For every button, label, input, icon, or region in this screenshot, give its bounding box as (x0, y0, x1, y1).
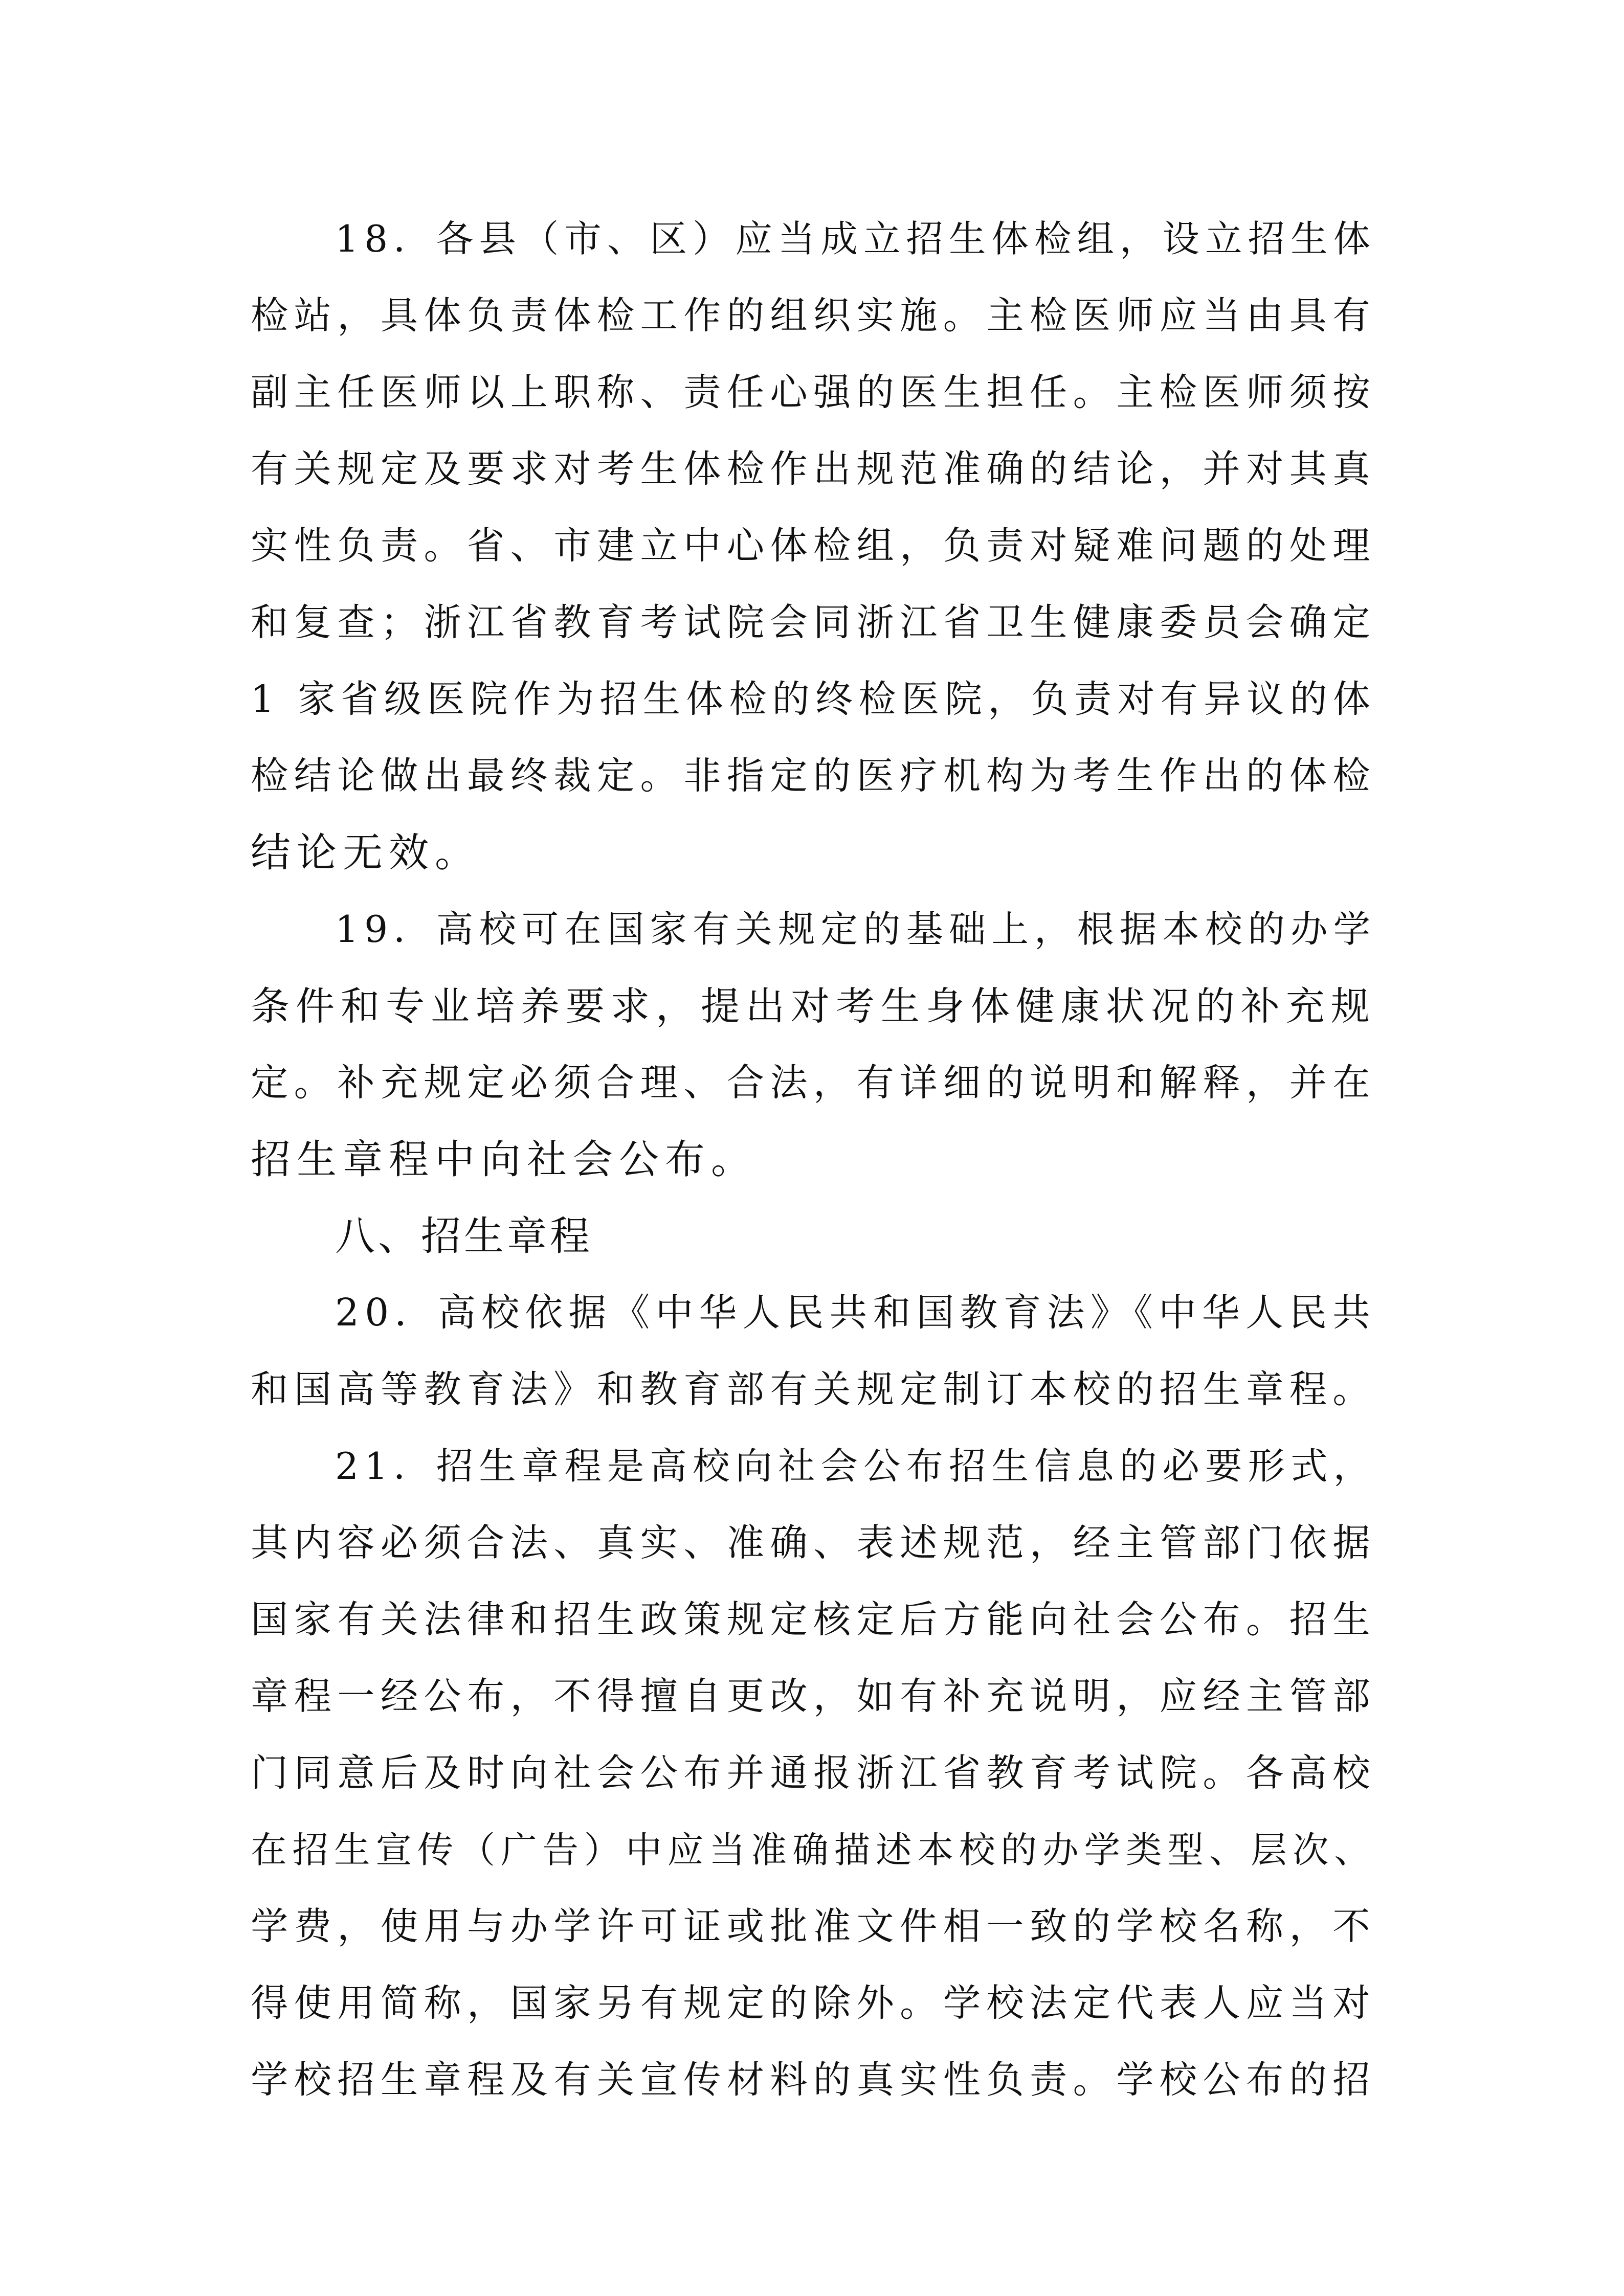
text-line: 章程一经公布，不得擅自更改，如有补充说明，应经主管部 (251, 1675, 1376, 1718)
text-line: 检站，具体负责体检工作的组织实施。主检医师应当由具有 (251, 294, 1376, 337)
text-line: 条件和专业培养要求，提出对考生身体健康状况的补充规 (251, 983, 1376, 1029)
text-line: 学校招生章程及有关宣传材料的真实性负责。学校公布的招 (251, 2058, 1376, 2102)
text-line: 得使用简称，国家另有规定的除外。学校法定代表人应当对 (251, 1982, 1376, 2025)
section-heading: 八、招生章程 (335, 1213, 593, 1259)
text-line: 其内容必须合法、真实、准确、表述规范，经主管部门依据 (251, 1521, 1376, 1565)
text-line: 20．高校依据《中华人民共和国教育法》《中华人民共 (335, 1291, 1376, 1335)
text-line: 19．高校可在国家有关规定的基础上，根据本校的办学 (335, 908, 1376, 951)
text-line: 结论无效。 (251, 830, 481, 876)
text-line: 和国高等教育法》和教育部有关规定制订本校的招生章程。 (251, 1368, 1376, 1411)
text-line: 18．各县（市、区）应当成立招生体检组，设立招生体 (335, 218, 1376, 261)
text-line: 招生章程中向社会公布。 (251, 1137, 758, 1183)
text-line: 副主任医师以上职称、责任心强的医生担任。主检医师须按 (251, 371, 1376, 414)
text-line: 有关规定及要求对考生体检作出规范准确的结论，并对其真 (251, 447, 1376, 491)
text-line: 在招生宣传（广告）中应当准确描述本校的办学类型、层次、 (251, 1829, 1376, 1871)
text-line: 定。补充规定必须合理、合法，有详细的说明和解释，并在 (251, 1061, 1376, 1105)
text-line: 学费，使用与办学许可证或批准文件相一致的学校名称，不 (251, 1905, 1376, 1948)
text-line: 1 家省级医院作为招生体检的终检医院，负责对有异议的体 (251, 678, 1376, 721)
text-line: 检结论做出最终裁定。非指定的医疗机构为考生作出的体检 (251, 754, 1376, 798)
text-line: 21．招生章程是高校向社会公布招生信息的必要形式， (335, 1445, 1376, 1488)
text-line: 和复查；浙江省教育考试院会同浙江省卫生健康委员会确定 (251, 601, 1376, 644)
text-line: 国家有关法律和招生政策规定核定后方能向社会公布。招生 (251, 1598, 1376, 1641)
text-line: 实性负责。省、市建立中心体检组，负责对疑难问题的处理 (251, 524, 1376, 568)
text-line: 门同意后及时向社会公布并通报浙江省教育考试院。各高校 (251, 1751, 1376, 1795)
